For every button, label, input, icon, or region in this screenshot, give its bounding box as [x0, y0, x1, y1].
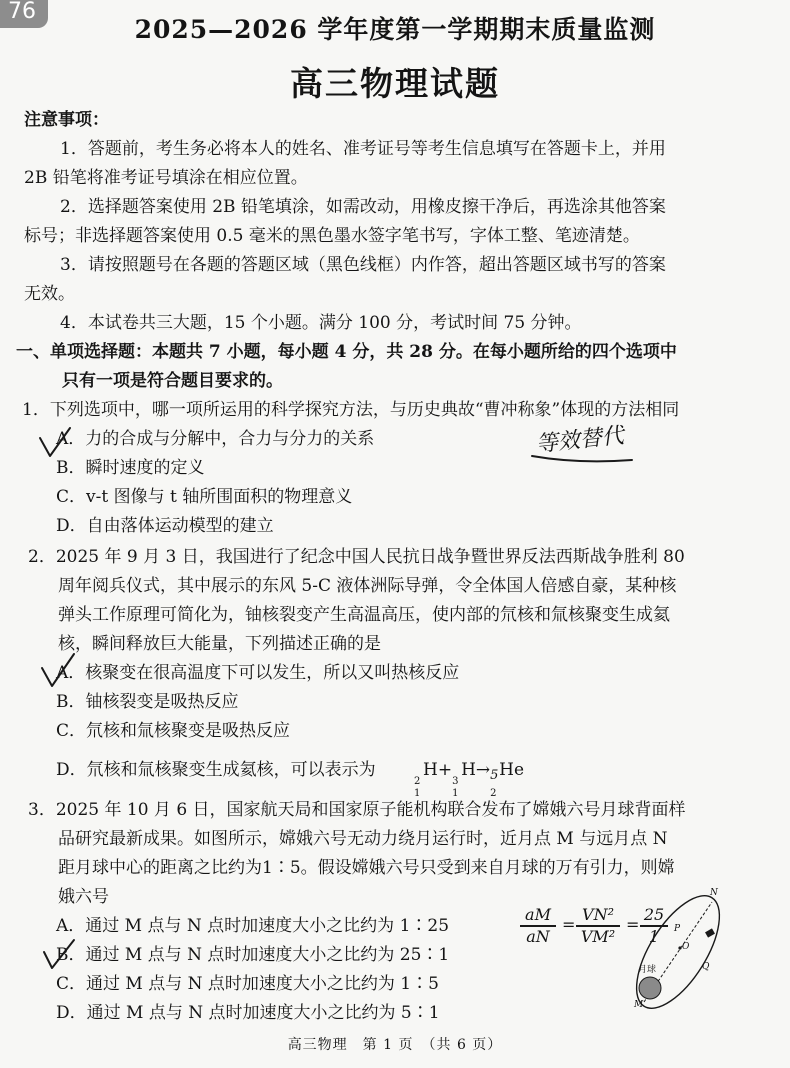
q2-stem-line: 弹头工作原理可简化为，铀核裂变产生高温高压，使内部的氘核和氚核聚变生成氦 [58, 605, 670, 625]
q3-stem-line: 3．2025 年 10 月 6 日，国家航天局和国家原子能机构联合发布了嫦娥六号月球背面样 [28, 800, 686, 820]
section-heading-cont: 只有一项是符合题目要求的。 [62, 371, 283, 391]
q1-option-d: D．自由落体运动模型的建立 [56, 516, 274, 536]
q1-option-c: C．v-t 图像与 t 轴所围面积的物理意义 [56, 487, 353, 507]
corner-badge: 76 [0, 0, 48, 28]
q2-option-c: C．氘核和氚核聚变是吸热反应 [56, 721, 291, 741]
q2-option-d: D．氘核和氚核聚变生成氦核，可以表示为 [56, 760, 376, 780]
q3-check-mark [40, 936, 80, 976]
notes-line: 1．答题前，考生务必将本人的姓名、准考证号等考生信息填写在答题卡上，并用 [60, 139, 666, 159]
orbit-label-n: N [710, 888, 718, 898]
page-footer: 高三物理 第 1 页 （共 6 页） [287, 1037, 503, 1053]
notes-heading: 注意事项： [24, 110, 109, 130]
notes-line: 无效。 [24, 284, 75, 304]
orbit-label-p: P [674, 924, 681, 934]
q1-handwritten-underline [528, 426, 638, 466]
q1-handwritten-note: 等效替代 [534, 423, 626, 458]
orbit-label-m: M [634, 1000, 644, 1010]
q3-stem-line: 品研究最新成果。如图所示，嫦娥六号无动力绕月运行时，近月点 M 与远月点 N [58, 829, 668, 849]
q2-check-mark [38, 650, 78, 692]
q2-stem-line: 周年阅兵仪式，其中展示的东风 5-C 液体洲际导弹，令全体国人倍感自豪，某种核 [58, 576, 677, 596]
q1-option-a: A．力的合成与分解中，合力与分力的关系 [56, 429, 375, 449]
q2-nuclear-equation: 2 1 H+ 3 1 H→ 5 2 He [414, 760, 525, 799]
q2-stem-line: 2．2025 年 9 月 3 日，我国进行了纪念中国人民抗日战争暨世界反法西斯战争胜利 80 [28, 547, 685, 567]
orbit-label-moon: 月球 [638, 965, 657, 975]
q2-option-a: A．核聚变在很高温度下可以发生，所以又叫热核反应 [56, 663, 460, 683]
q2-handwritten-mass: 5 [490, 768, 499, 783]
exam-title: 2025—2026 学年度第一学期期末质量监测 [134, 15, 656, 44]
notes-line: 2．选择题答案使用 2B 铅笔填涂，如需改动，用橡皮擦干净后，再选涂其他答案 [60, 197, 666, 217]
q3-stem-line: 距月球中心的距离之比约为1∶5。假设嫦娥六号只受到来自月球的万有引力，则嫦 [58, 858, 675, 878]
q1-check-mark [36, 424, 76, 464]
q3-option-d: D．通过 M 点与 N 点时加速度大小之比约为 5∶1 [56, 1003, 440, 1023]
section-heading: 一、单项选择题：本题共 7 小题，每小题 4 分，共 28 分。在每小题所给的四个选项中 [16, 342, 677, 362]
q3-option-a: A．通过 M 点与 N 点时加速度大小之比约为 1∶25 [56, 916, 450, 936]
orbit-label-o: O [682, 942, 690, 952]
q2-stem-line: 核，瞬间释放巨大能量，下列描述正确的是 [58, 634, 381, 654]
notes-line: 3．请按照题号在各题的答题区域（黑色线框）内作答，超出答题区域书写的答案 [60, 255, 666, 275]
notes-line: 2B 铅笔将准考证号填涂在相应位置。 [24, 168, 308, 188]
q1-option-b: B．瞬时速度的定义 [56, 458, 205, 478]
q1-stem: 1．下列选项中，哪一项所运用的科学探究方法，与历史典故“曹冲称象”体现的方法相同 [22, 400, 680, 420]
notes-line: 4．本试卷共三大题，15 个小题。满分 100 分，考试时间 75 分钟。 [60, 313, 582, 333]
q3-option-c: C．通过 M 点与 N 点时加速度大小之比约为 1∶5 [56, 974, 439, 994]
notes-line: 标号；非选择题答案使用 0.5 毫米的黑色墨水签字笔书写，字体工整、笔迹清楚。 [24, 226, 640, 246]
q3-option-b: B．通过 M 点与 N 点时加速度大小之比约为 25∶1 [56, 945, 450, 965]
exam-subtitle: 高三物理试题 [290, 64, 500, 103]
q2-option-b: B．铀核裂变是吸热反应 [56, 692, 239, 712]
q3-stem-line: 娥六号 [58, 887, 109, 907]
orbit-label-q: Q [702, 962, 710, 972]
